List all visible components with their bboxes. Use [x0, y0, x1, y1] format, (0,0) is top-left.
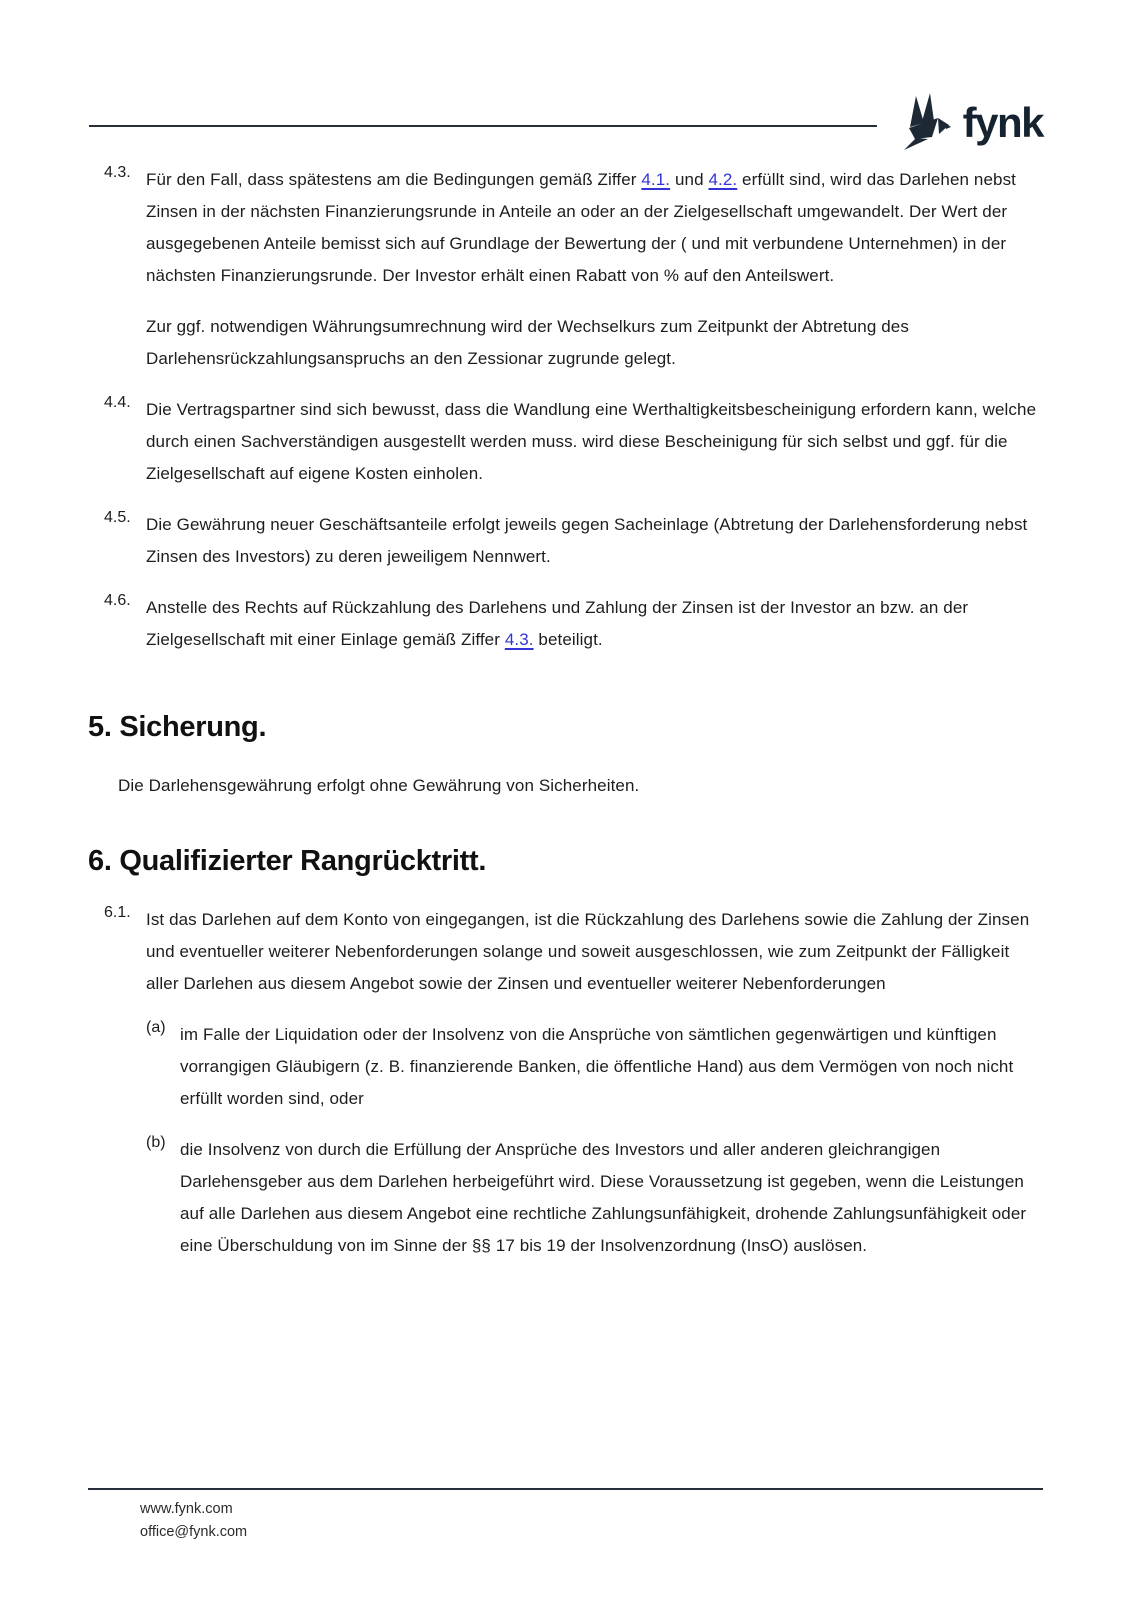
- cross-reference-link-4-1[interactable]: 4.1.: [641, 170, 671, 189]
- text-run: beteiligt.: [533, 630, 603, 649]
- clause-number: 4.3.: [104, 164, 131, 181]
- origami-bird-icon: [901, 93, 953, 151]
- footer-email-link[interactable]: office@fynk.com: [140, 1524, 248, 1540]
- subclause-label: (b): [146, 1134, 166, 1151]
- clause-4-6-paragraph: [146, 592, 1043, 656]
- footer-website-link[interactable]: www.fynk.com: [140, 1501, 233, 1517]
- subclause-label: (a): [146, 1019, 166, 1036]
- header-rule: [89, 125, 877, 127]
- page-header: [0, 0, 1131, 151]
- clause-4-3: [88, 164, 1043, 375]
- clause-number: 4.5.: [104, 509, 131, 526]
- cross-reference-link-4-3[interactable]: 4.3.: [504, 630, 534, 649]
- clause-4-3-paragraph-2: Zur ggf. notwendigen Währungsumrechnung wird der Wechselkurs zum Zeitpunkt der Abtretung des Darlehensrückzahlungsanspruchs an den Zessionar zugrunde gelegt.: [146, 317, 909, 368]
- clause-4-4: [88, 394, 1043, 490]
- section-5-heading: 5. Sicherung.: [88, 711, 267, 743]
- clause-4-4-paragraph: Die Vertragspartner sind sich bewusst, dass die Wandlung eine Werthaltigkeitsbescheinigung erfordern kann, welche durch einen Sachverständigen ausgestellt werden muss. wird diese Bescheinigung für sich selbst und ggf. für die Zielgesellschaft auf eigene Kosten einholen.: [146, 400, 1037, 483]
- clause-6-1-intro: Ist das Darlehen auf dem Konto von eingegangen, ist die Rückzahlung des Darlehens sowie die Zahlung der Zinsen und eventueller weiterer Nebenforderungen solange und soweit ausgeschlossen, wie zum Zeitpunkt der Fälligkeit aller Darlehen aus diesem Angebot sowie der Zinsen und eventueller weiterer Nebenforderungen: [146, 910, 1030, 993]
- text-run: Anstelle des Rechts auf Rückzahlung des Darlehens und Zahlung der Zinsen ist der Investor an bzw. an der Zielgesellschaft mit einer Einlage gemäß Ziffer: [146, 598, 973, 649]
- section-5-paragraph: Die Darlehensgewährung erfolgt ohne Gewährung von Sicherheiten.: [118, 776, 640, 795]
- fynk-logo: [901, 95, 1043, 151]
- text-run: und: [670, 170, 709, 189]
- subclause-b-text: die Insolvenz von durch die Erfüllung der Ansprüche des Investors und aller anderen gleichrangigen Darlehensgeber aus dem Darlehen herbeigeführt wird. Diese Voraussetzung ist gegeben, wenn die Leistungen auf alle Darlehen aus diesem Angebot eine rechtliche Zahlungsunfähigkeit, drohende Zahlungsunfähigkeit oder eine Überschuldung von im Sinne der §§ 17 bis 19 der Insolvenzordnung (InsO) auslösen.: [180, 1140, 1027, 1255]
- fynk-wordmark: fynk: [962, 99, 1043, 146]
- text-run: erfüllt sind, wird das Darlehen nebst Zinsen in der nächsten Finanzierungsrunde in Anteile an oder an der Zielgesellschaft umgewandelt. Der Wert der ausgegebenen Anteile bemisst sich auf Grundlage der Bewertung der ( und mit verbundene Unternehmen) in der nächsten Finanzierungsrunde. Der Investor erhält einen Rabatt von % auf den Anteilswert.: [146, 170, 1021, 285]
- subclause-a: [146, 1019, 1043, 1115]
- clause-4-3-paragraph-1: [146, 164, 1043, 292]
- page-footer: [88, 1488, 1043, 1544]
- section-6-heading: 6. Qualifizierter Rangrücktritt.: [88, 845, 487, 877]
- document-body: [0, 151, 1131, 1262]
- subclause-a-text: im Falle der Liquidation oder der Insolvenz von die Ansprüche von sämtlichen gegenwärtigen und künftigen vorrangigen Gläubigern (z. B. finanzierende Banken, die öffentliche Hand) aus dem Vermögen von noch nicht erfüllt worden sind, oder: [180, 1025, 1014, 1108]
- clause-number: 4.6.: [104, 592, 131, 609]
- clause-4-5: [88, 509, 1043, 573]
- clause-number: 6.1.: [104, 904, 131, 921]
- clause-6-1: [88, 904, 1043, 1262]
- cross-reference-link-4-2[interactable]: 4.2.: [708, 170, 738, 189]
- clause-4-6: [88, 592, 1043, 656]
- subclause-b: [146, 1134, 1043, 1262]
- footer-rule: [88, 1488, 1043, 1490]
- text-run: Für den Fall, dass spätestens am die Bedingungen gemäß Ziffer: [146, 170, 642, 189]
- clause-4-5-paragraph: Die Gewährung neuer Geschäftsanteile erfolgt jeweils gegen Sacheinlage (Abtretung der Darlehensforderung nebst Zinsen des Investors) zu deren jeweiligem Nennwert.: [146, 515, 1028, 566]
- clause-number: 4.4.: [104, 394, 131, 411]
